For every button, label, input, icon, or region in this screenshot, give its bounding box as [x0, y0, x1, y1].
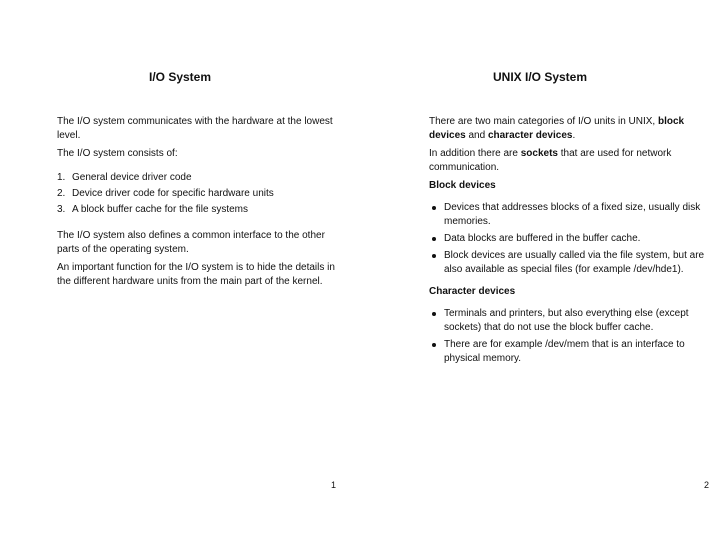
list-item-text: General device driver code: [72, 172, 192, 183]
list-item: Terminals and printers, but also everything else (except sockets) that do not use the block buffer cache.: [429, 307, 709, 335]
numbered-list: [57, 171, 337, 217]
bullet-icon: [432, 343, 436, 347]
page-body: [429, 115, 709, 374]
emphasis-sockets: sockets: [520, 148, 558, 159]
emphasis-block-devices: block devices: [429, 116, 685, 141]
bullet-list-block-devices: [429, 201, 709, 277]
emphasis-character-devices: character devices: [487, 130, 573, 141]
page-body: [57, 115, 337, 293]
list-item: [57, 187, 337, 201]
paragraph: The I/O system communicates with the hardware at the lowest level.: [57, 116, 333, 141]
bullet-icon: [432, 312, 436, 316]
slide-page-2: [360, 0, 720, 557]
bullet-icon: [432, 254, 436, 258]
paragraph: An important function for the I/O system is to hide the details in the different hardware units from the main part of the kernel.: [57, 262, 335, 287]
list-number: 3.: [57, 204, 66, 215]
list-item: [57, 171, 337, 185]
list-item-text: Device driver code for specific hardware units: [72, 188, 274, 199]
list-number: 2.: [57, 188, 66, 199]
bullet-list-character-devices: [429, 307, 709, 366]
page-number: 1: [331, 480, 337, 490]
list-item: Devices that addresses blocks of a fixed size, usually disk memories.: [429, 201, 709, 229]
list-item: There are for example /dev/mem that is an interface to physical memory.: [429, 338, 709, 366]
bullet-icon: [432, 206, 436, 210]
paragraph: The I/O system consists of:: [57, 148, 178, 159]
list-number: 1.: [57, 172, 66, 183]
section-heading-character-devices: Character devices: [429, 286, 516, 297]
sockets-paragraph: In addition there are sockets that are used for network communication.: [429, 148, 672, 173]
list-item-text: A block buffer cache for the file systems: [72, 204, 249, 215]
bullet-icon: [432, 237, 436, 241]
page-title: I/O System: [148, 70, 212, 84]
page-number: 2: [704, 480, 710, 490]
section-heading-block-devices: Block devices: [429, 180, 496, 191]
intro-paragraph: There are two main categories of I/O units in UNIX, block devices and character devices.: [429, 116, 685, 141]
list-item: [57, 203, 337, 217]
paragraph: The I/O system also defines a common interface to the other parts of the operating system.: [57, 230, 325, 255]
page-title: UNIX I/O System: [492, 70, 588, 84]
list-item: Block devices are usually called via the file system, but are also available as special files (for example /dev/hde1).: [429, 249, 709, 277]
list-item: Data blocks are buffered in the buffer cache.: [429, 232, 709, 246]
